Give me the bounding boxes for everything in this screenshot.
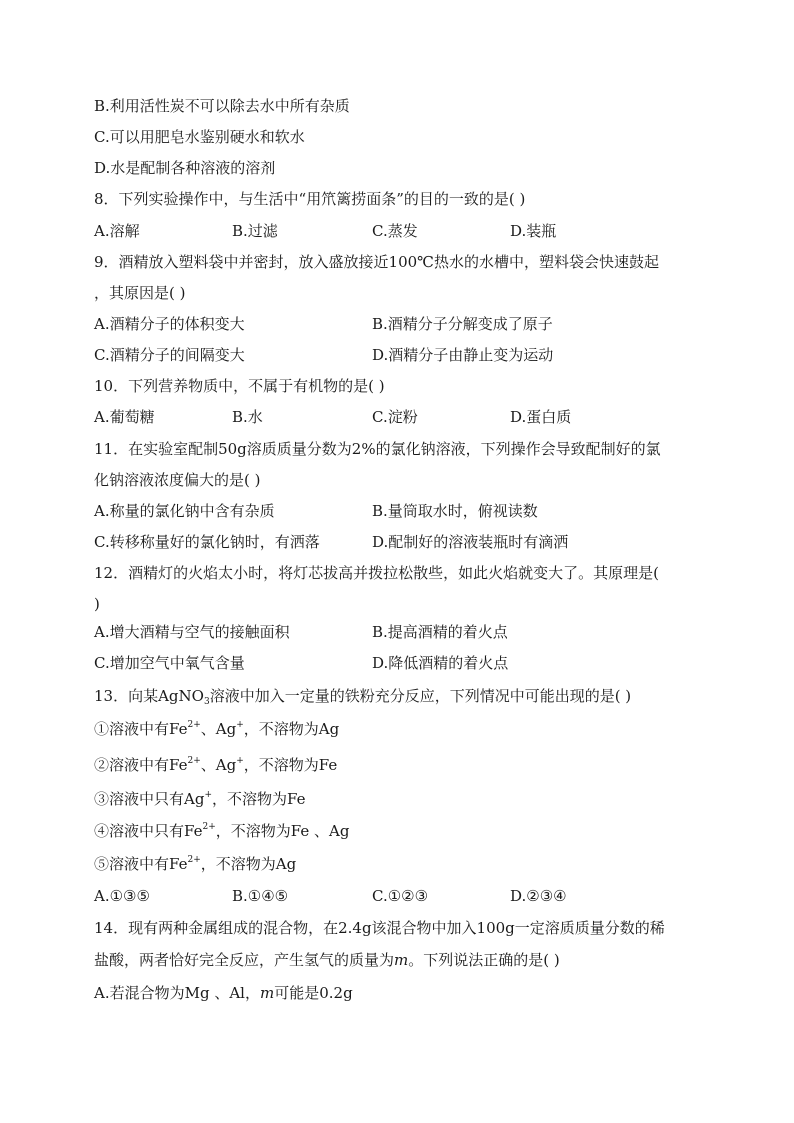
q13-option-a: A.①③⑤ <box>94 887 150 905</box>
q13-s1-prefix: ①溶液中有 <box>94 720 170 738</box>
q12-option-c: C.增加空气中氧气含量 <box>94 654 245 672</box>
q11-option-b: B.量筒取水时，俯视读数 <box>372 502 538 520</box>
q7-option-d: D.水是配制各种溶液的溶剂 <box>94 159 276 177</box>
q13-option-c: C.①②③ <box>372 887 429 905</box>
q14-option-a-comma: ， <box>244 984 260 1002</box>
q13-s1-fe-charge: 2+ <box>187 720 201 730</box>
q13-s3-ag: Ag <box>184 790 205 808</box>
q13-s1-ag-charge: + <box>236 720 244 730</box>
q13-s4-fe: Fe <box>184 822 203 840</box>
q13-s3-ag-charge: + <box>204 790 212 800</box>
q9-option-c: C.酒精分子的间隔变大 <box>94 346 245 364</box>
q10-option-c: C.淀粉 <box>372 408 418 426</box>
q13-s1-precipitate: Ag <box>318 720 340 738</box>
q8-option-d: D.装瓶 <box>510 222 557 240</box>
q9-option-b: B.酒精分子分解变成了原子 <box>372 315 553 333</box>
q13-s2-prefix: ②溶液中有 <box>94 756 170 774</box>
q10-option-a: A.葡萄糖 <box>94 408 155 426</box>
q8-option-b: B.过滤 <box>232 222 278 240</box>
q11-option-d: D.配制好的溶液装瓶时有滴洒 <box>372 533 569 551</box>
q13-s2-precipitate: Fe <box>318 756 338 774</box>
q8-stem: 8．下列实验操作中，与生活中“用笊篱捞面条”的目的一致的是( ) <box>94 190 526 208</box>
q13-s1-fe: Fe <box>169 720 188 738</box>
q9-stem-line2: ，其原因是( ) <box>94 284 186 302</box>
q8-option-c: C.蒸发 <box>372 222 418 240</box>
q11-stem-line2: 化钠溶液浓度偏大的是( ) <box>94 471 261 489</box>
q14-option-a-metals: Mg 、Al <box>184 984 245 1002</box>
q14-option-a-prefix: A.若混合物为 <box>94 984 185 1002</box>
q13-s2-ag: Ag <box>215 756 237 774</box>
q9-stem-line1: 9．酒精放入塑料袋中并密封，放入盛放接近100℃热水的水槽中，塑料袋会快速鼓起 <box>94 253 659 271</box>
q14-option-a-suffix: 可能是0.2g <box>274 984 353 1002</box>
q13-s2-ag-charge: + <box>236 756 244 766</box>
q13-s3-prefix: ③溶液中只有 <box>94 790 185 808</box>
q13-s5-fe: Fe <box>169 855 188 873</box>
q13-option-d: D.②③④ <box>510 887 567 905</box>
q13-statement-3 <box>94 789 704 809</box>
q13-statement-4 <box>94 821 704 841</box>
q11-option-a: A.称量的氯化钠中含有杂质 <box>94 502 275 520</box>
q13-stem-prefix: 13．向某 <box>94 687 159 705</box>
q8-option-a: A.溶解 <box>94 222 140 240</box>
q13-agno3-formula <box>158 687 210 705</box>
q7-option-b: B.利用活性炭不可以除去水中所有杂质 <box>94 97 350 115</box>
q13-s2-fe: Fe <box>169 756 188 774</box>
q13-s4-fe-charge: 2+ <box>202 822 216 832</box>
q13-agno3-base: AgNO <box>158 687 204 705</box>
q13-agno3-subscript: 3 <box>203 697 210 707</box>
q7-option-c: C.可以用肥皂水鉴别硬水和软水 <box>94 128 305 146</box>
q13-statement-2 <box>94 755 704 775</box>
q11-option-c: C.转移称量好的氯化钠时，有洒落 <box>94 533 320 551</box>
q14-stem-line2 <box>94 950 704 970</box>
q12-stem-line1: 12．酒精灯的火焰太小时，将灯芯拔高并拨拉松散些，如此火焰就变大了。其原理是( <box>94 564 659 582</box>
q13-statement-5 <box>94 854 704 874</box>
q14-stem-line1: 14．现有两种金属组成的混合物，在2.4g该混合物中加入100g一定溶质质量分数的稀 <box>94 919 665 937</box>
q13-s3-precipitate: Fe <box>287 790 306 808</box>
q13-s5-suffix: ，不溶物为 <box>200 855 276 873</box>
q13-s1-suffix: ，不溶物为 <box>243 720 319 738</box>
q13-option-b: B.①④⑤ <box>232 887 289 905</box>
q10-stem: 10．下列营养物质中，不属于有机物的是( ) <box>94 377 385 395</box>
q12-option-a: A.增大酒精与空气的接触面积 <box>94 623 290 641</box>
q13-s5-precipitate: Ag <box>275 855 297 873</box>
q13-s2-suffix: ，不溶物为 <box>243 756 319 774</box>
q9-option-d: D.酒精分子由静止变为运动 <box>372 346 554 364</box>
q13-s5-fe-charge: 2+ <box>187 855 201 865</box>
q13-s3-suffix: ，不溶物为 <box>212 790 288 808</box>
q13-s1-ag: Ag <box>215 720 237 738</box>
q13-s1-sep: 、 <box>200 720 216 738</box>
q13-stem <box>94 686 704 706</box>
q12-option-d: D.降低酒精的着火点 <box>372 654 509 672</box>
q14-stem2-prefix: 盐酸，两者恰好完全反应，产生氢气的质量为 <box>94 951 395 969</box>
q13-s4-prefix: ④溶液中只有 <box>94 822 185 840</box>
q13-s4-precipitate: Fe 、Ag <box>290 822 350 840</box>
q13-s2-sep: 、 <box>200 756 216 774</box>
q13-s5-prefix: ⑤溶液中有 <box>94 855 170 873</box>
q14-stem2-suffix: 。下列说法正确的是( ) <box>408 951 560 969</box>
q10-option-b: B.水 <box>232 408 263 426</box>
q11-stem-line1: 11．在实验室配制50g溶质质量分数为2%的氯化钠溶液，下列操作会导致配制好的氯 <box>94 440 661 458</box>
q14-option-a-mass-variable: m <box>259 984 275 1002</box>
q13-statement-1 <box>94 719 704 739</box>
q13-s2-fe-charge: 2+ <box>187 756 201 766</box>
q13-stem-suffix: 溶液中加入一定量的铁粉充分反应，下列情况中可能出现的是( ) <box>209 687 632 705</box>
q14-option-a <box>94 983 704 1003</box>
q9-option-a: A.酒精分子的体积变大 <box>94 315 245 333</box>
q14-mass-variable: m <box>394 951 409 969</box>
q12-stem-line2: ) <box>94 595 100 613</box>
q10-option-d: D.蛋白质 <box>510 408 572 426</box>
q13-s4-suffix: ，不溶物为 <box>215 822 291 840</box>
q12-option-b: B.提高酒精的着火点 <box>372 623 508 641</box>
